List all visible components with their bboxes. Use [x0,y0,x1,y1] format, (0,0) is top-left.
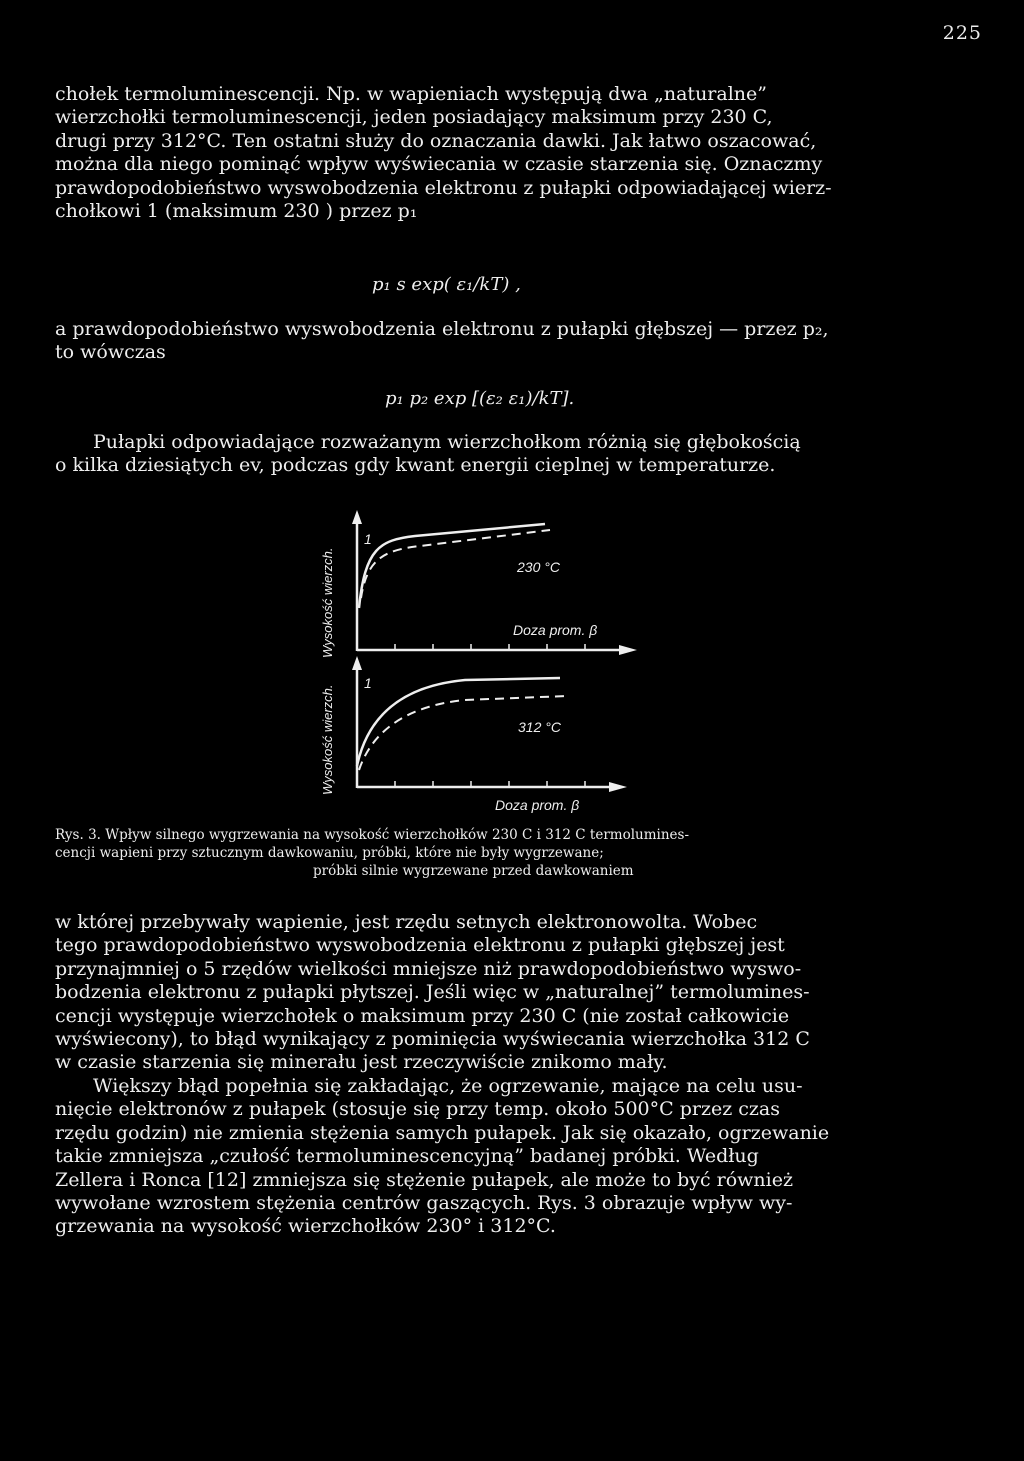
paragraph-4 [55,911,967,1075]
text-line: wyświecony), to błąd wynikający z pominięcia wyświecania wierzchołka 312 C [55,1027,810,1050]
caption-line: próbki silnie wygrzewane przed dawkowaniem [313,863,634,879]
formula-2: p₁ p₂ exp [(ε₂ ε₁)/kT]. [385,388,575,409]
figure-rys-3 [305,508,665,813]
bottom-y-axis-label: Wysokość wierzch. [320,684,335,795]
text-line: wierzchołki termoluminescencji, jeden posiadający maksimum przy 230 C, [55,106,773,129]
text-line: chołek termoluminescencji. Np. w wapieniach występują dwa „naturalne” [55,83,767,105]
top-y-arrow [352,510,362,524]
figure-caption [55,826,967,880]
top-y-axis-label: Wysokość wierzch. [320,547,335,658]
text-line: drugi przy 312°C. Ten ostatni służy do oznaczania dawki. Jak łatwo oszacować, [55,129,817,152]
text-line: bodzenia elektronu z pułapki płytszej. Jeśli więc w „naturalnej” termolumines- [55,981,810,1004]
top-x-axis-label: Doza prom. β [513,622,598,638]
text-line: przynajmniej o 5 rzędów wielkości mniejsze niż prawdopodobieństwo wyswo- [55,957,802,980]
text-line: a prawdopodobieństwo wyswobodzenia elektronu z pułapki głębszej — przez p₂, [55,318,829,340]
paragraph-1 [55,83,967,223]
bottom-x-axis-label: Doza prom. β [495,797,580,813]
text-line: prawdopodobieństwo wyswobodzenia elektronu z pułapki odpowiadającej wierz- [55,176,832,199]
bottom-temp-label: 312 °C [518,719,561,735]
text-line: chołkowi 1 (maksimum 230 ) przez p₁ [55,199,418,222]
text-line: w czasie starzenia się minerału jest rzeczywiście znikomo mały. [55,1051,668,1074]
text-line: można dla niego pominąć wpływ wyświecania w czasie starzenia się. Oznaczmy [55,153,823,176]
text-line: Pułapki odpowiadające rozważanym wierzchołkom różnią się głębokością [93,431,801,453]
formula-1: p₁ s exp( ε₁/kT) , [372,274,521,295]
top-x-arrow [619,645,637,655]
top-panel [320,510,637,658]
bottom-curve-label: 1 [364,675,372,691]
text-line: Większy błąd popełnia się zakładając, że ogrzewanie, mające na celu usu- [93,1075,803,1097]
text-line: wywołane wzrostem stężenia centrów gaszących. Rys. 3 obrazuje wpływ wy- [55,1191,793,1214]
paragraph-5 [55,1075,967,1239]
bottom-x-arrow [609,782,627,792]
text-line: tego prawdopodobieństwo wyswobodzenia elektronu z pułapki głębszej jest [55,934,785,957]
text-line: cencji występuje wierzchołek o maksimum przy 230 C (nie został całkowicie [55,1004,790,1027]
top-temp-label: 230 °C [517,559,560,575]
text-line: takie zmniejsza „czułość termoluminescencyjną” badanej próbki. Według [55,1145,759,1168]
text-line: o kilka dziesiątych ev, podczas gdy kwant energii cieplnej w temperaturze. [55,454,776,477]
text-line: Zellera i Ronca [12] zmniejsza się stężenie pułapek, ale może to być również [55,1168,794,1191]
top-curve-label: 1 [364,531,372,547]
paragraph-3 [55,431,967,478]
text-line: w której przebywały wapienie, jest rzędu setnych elektronowolta. Wobec [55,911,758,933]
text-line: nięcie elektronów z pułapek (stosuje się przy temp. około 500°C przez czas [55,1098,780,1121]
page-number: 225 [942,22,982,44]
caption-line: Rys. 3. Wpływ silnego wygrzewania na wysokość wierzchołków 230 C i 312 C termolumines- [55,827,690,843]
text-line: grzewania na wysokość wierzchołków 230° i 312°C. [55,1215,556,1238]
paragraph-2 [55,318,967,365]
text-line: rzędu godzin) nie zmienia stężenia samych pułapek. Jak się okazało, ogrzewanie [55,1121,830,1144]
caption-line: cencji wapieni przy sztucznym dawkowaniu, próbki, które nie były wygrzewane; [55,845,604,861]
bottom-y-arrow [352,656,362,670]
text-line: to wówczas [55,341,166,364]
bottom-panel [320,656,627,813]
